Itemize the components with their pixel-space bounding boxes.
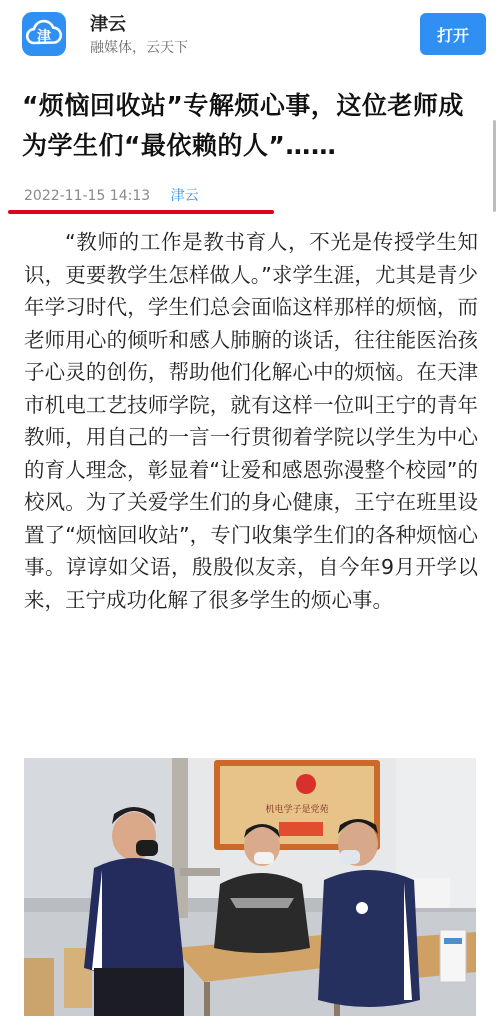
app-banner [0,0,500,68]
app-logo[interactable] [22,12,66,56]
article-photo [24,758,476,1016]
article-title: “烦恼回收站”专解烦心事，这位老师成为学生们“最依赖的人”…… [22,91,464,160]
source-link[interactable]: 津云 [170,188,199,204]
article-paragraph: “教师的工作是教书育人，不光是传授学生知识，更要教学生怎样做人。”求学生涯，尤其是青少年学习时代，学生们总会面临这样那样的烦恼，而老师用心的倾听和感人肺腑的谈话，往往能医治孩子心灵的创伤，帮助他们化解心中的烦恼。在天津市机电工艺技师学院，就有这样一位叫王宁的青年教师，用自己的一言一行贯彻着学院以学生为中心的育人理念，彰显着“让爱和感恩弥漫整个校园”的校风。为了关爱学生们的身心健康，王宁在班里设置了“烦恼回收站”，专门收集学生们的各种烦恼心事。谆谆如父语，殷殷似友亲，自今年9月开学以来，王宁成功化解了很多学生的烦心事。 [24,230,478,612]
open-app-button[interactable]: 打开 [420,13,486,55]
cloud-logo-icon [22,12,66,56]
app-logo-glyph: 津 [37,29,51,45]
scrollbar-thumb[interactable] [493,120,496,212]
board-title: 机电学子是党苑 [265,805,329,815]
article-meta [24,185,199,205]
app-name: 津云 [90,14,126,35]
app-slogan: 融媒体，云天下 [90,40,188,56]
publish-date: 2022-11-15 14:13 [24,188,151,204]
title-underline [8,210,274,214]
